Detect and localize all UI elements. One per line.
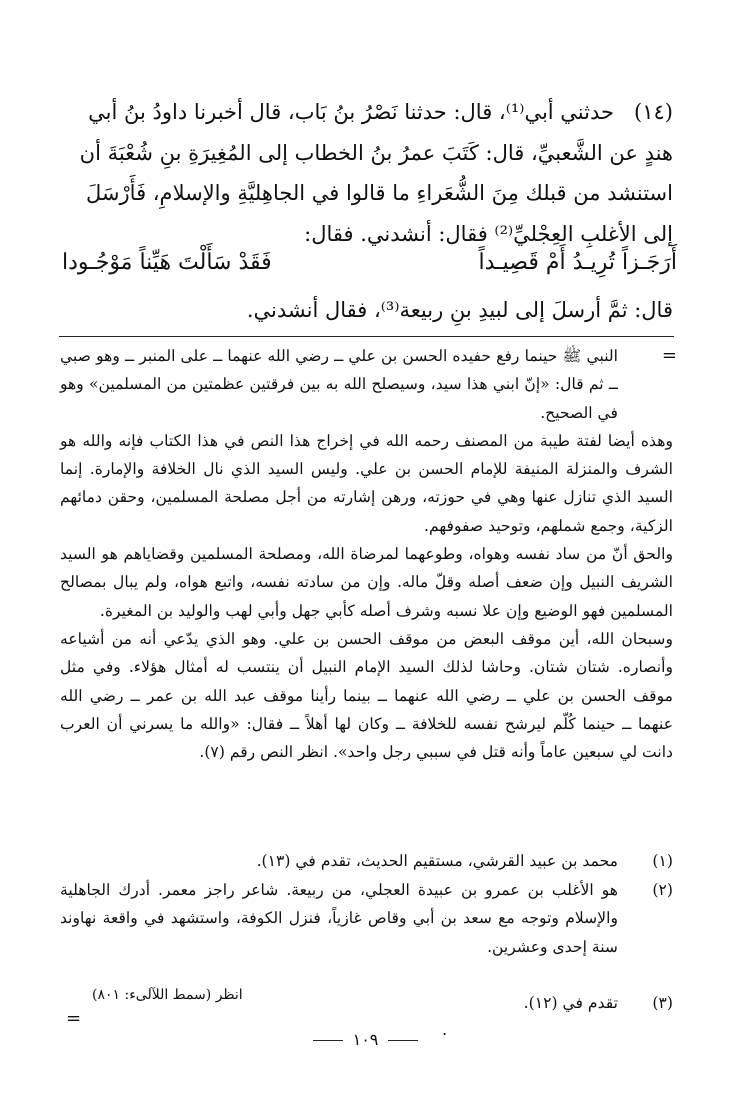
- poem-verse: [62, 243, 677, 283]
- left-continuation-mark: =: [66, 1008, 82, 1029]
- poem-first-hemistich: أَرَجَـزاً تُرِيـدُ أَمْ قَصِيـداً: [478, 250, 677, 275]
- footnote-number: (١): [652, 852, 673, 870]
- poem-second-hemistich: فَقَدْ سَأَلْتَ هَيِّناً مَوْجُـودا: [62, 250, 272, 275]
- main-text: [60, 92, 673, 254]
- footnote-paragraph: النبي ﷺ حينما رفع حفيده الحسن بن علي ــ رضي الله عنهما ــ على المنبر ــ وهو صبي ــ ثم قال: «إنّ ابني هذا سيد، وسيصلح الله به بين فرقتين عظمتين من المسلمين» وهو في الصحيح.: [60, 347, 618, 422]
- folio-dash: [388, 1040, 418, 1041]
- footnotes-continuation: [60, 342, 677, 766]
- continuation-mark: =: [661, 345, 677, 366]
- folio-dash: [313, 1040, 343, 1041]
- footnote-number: (٢): [652, 880, 673, 899]
- closing-line: قال: ثمَّ أرسلَ إلى لبيدِ بنِ ربيعة⁽³⁾، فقال أنشدني.: [246, 298, 673, 322]
- dot-mark: .: [442, 1020, 448, 1039]
- footnote-paragraph: والحق أنّ من ساد نفسه وهواه، وطوعهما لمرضاة الله، ومصلحة المسلمين وقضاياهم هو السيد الشريف النبيل وإن ضعف أصله وقلّ ماله. وإن من سادته نفسه، واتبع هواه، ولم يبال بمصالح المسلمين فهو الوضيع وإن علا نسبه وشرف أصله كأبي جهل وأبي لهب والوليد بن المغيرة.: [60, 545, 673, 620]
- footnote-text: محمد بن عبيد القرشي، مستقيم الحديث، تقدم في (١٣).: [256, 852, 618, 870]
- footnote-separator: [59, 336, 674, 337]
- hadith-body: حدثني أبي⁽¹⁾، قال: حدثنا نَصْرُ بنُ بَاب، قال أخبرنا داودُ بنُ أبي هندٍ عن الشَّعبيِّ، قال: كَتَبَ عمرُ بنُ الخطاب إلى المُغِيرَةِ بنِ شُعْبَةَ أن استنشد من قبلك مِنَ الشُّعَراءِ ما قالوا في الجاهِليَّةِ والإسلامِ، فَأَرْسَلَ إلى الأغلبِ العِجْليِّ⁽²⁾ فقال: أنشدني. فقال:: [79, 100, 673, 246]
- footnote-text: تقدم في (١٢).: [523, 994, 618, 1012]
- hadith-paragraph: [60, 92, 673, 254]
- footnote-paragraph: وهذه أيضا لفتة طيبة من المصنف رحمه الله في إخراج هذا النص في هذا الكتاب فإنه والله هو الشرف والمنزلة المنيفة للإمام الحسن بن علي. وليس السيد الذي نال الخلافة والإمارة. إنما السيد الذي تنازل عنها وهي في حوزته، ورهن إشارته من أجل مصلحة المسلمين، وحقن دمائهم الزكية، وجمع شملهم، وتوحيد صفوفهم.: [60, 431, 673, 535]
- main-text-after-poem: [60, 290, 673, 330]
- footnote-number: (٣): [652, 994, 673, 1012]
- footnote-item: [60, 847, 673, 876]
- source-note: انظر (سمط اللآلىء: ٨٠١): [92, 987, 243, 1003]
- footnote-text: هو الأغلب بن عمرو بن عبيدة العجلي، من ربيعة. شاعر راجز معمر. أدرك الجاهلية والإسلام وتوجه مع سعد بن أبي وقاص غازياً، فنزل الكوفة، واستشهد في واقعة نهاوند سنة إحدى وعشرين.: [60, 880, 618, 956]
- page-number-value: ١٠٩: [352, 1030, 379, 1049]
- page-number: [0, 1030, 731, 1049]
- footnote-item: [60, 876, 673, 962]
- text-number: (١٤): [634, 100, 673, 124]
- footnote-paragraph: وسبحان الله، أين موقف البعض من موقف الحسن بن علي. وهو الذي يدّعي أنه من أشياعه وأنصاره. شتان شتان. وحاشا لذلك السيد الإمام النبيل أن ينتسب له أمثال هؤلاء. وفي مثل موقف الحسن بن علي ــ رضي الله عنهما ــ بينما رأينا موقف عبد الله بن عمر ــ رضي الله عنهما ــ حينما كُلّم ليرشح نفسه للخلافة ــ وكان لها أهلاً ــ فقال: «والله ما يسرني أن العرب دانت لي سبعين عاماً وأنه قتل في سببي رجل واحد». انظر النص رقم (٧).: [60, 629, 673, 762]
